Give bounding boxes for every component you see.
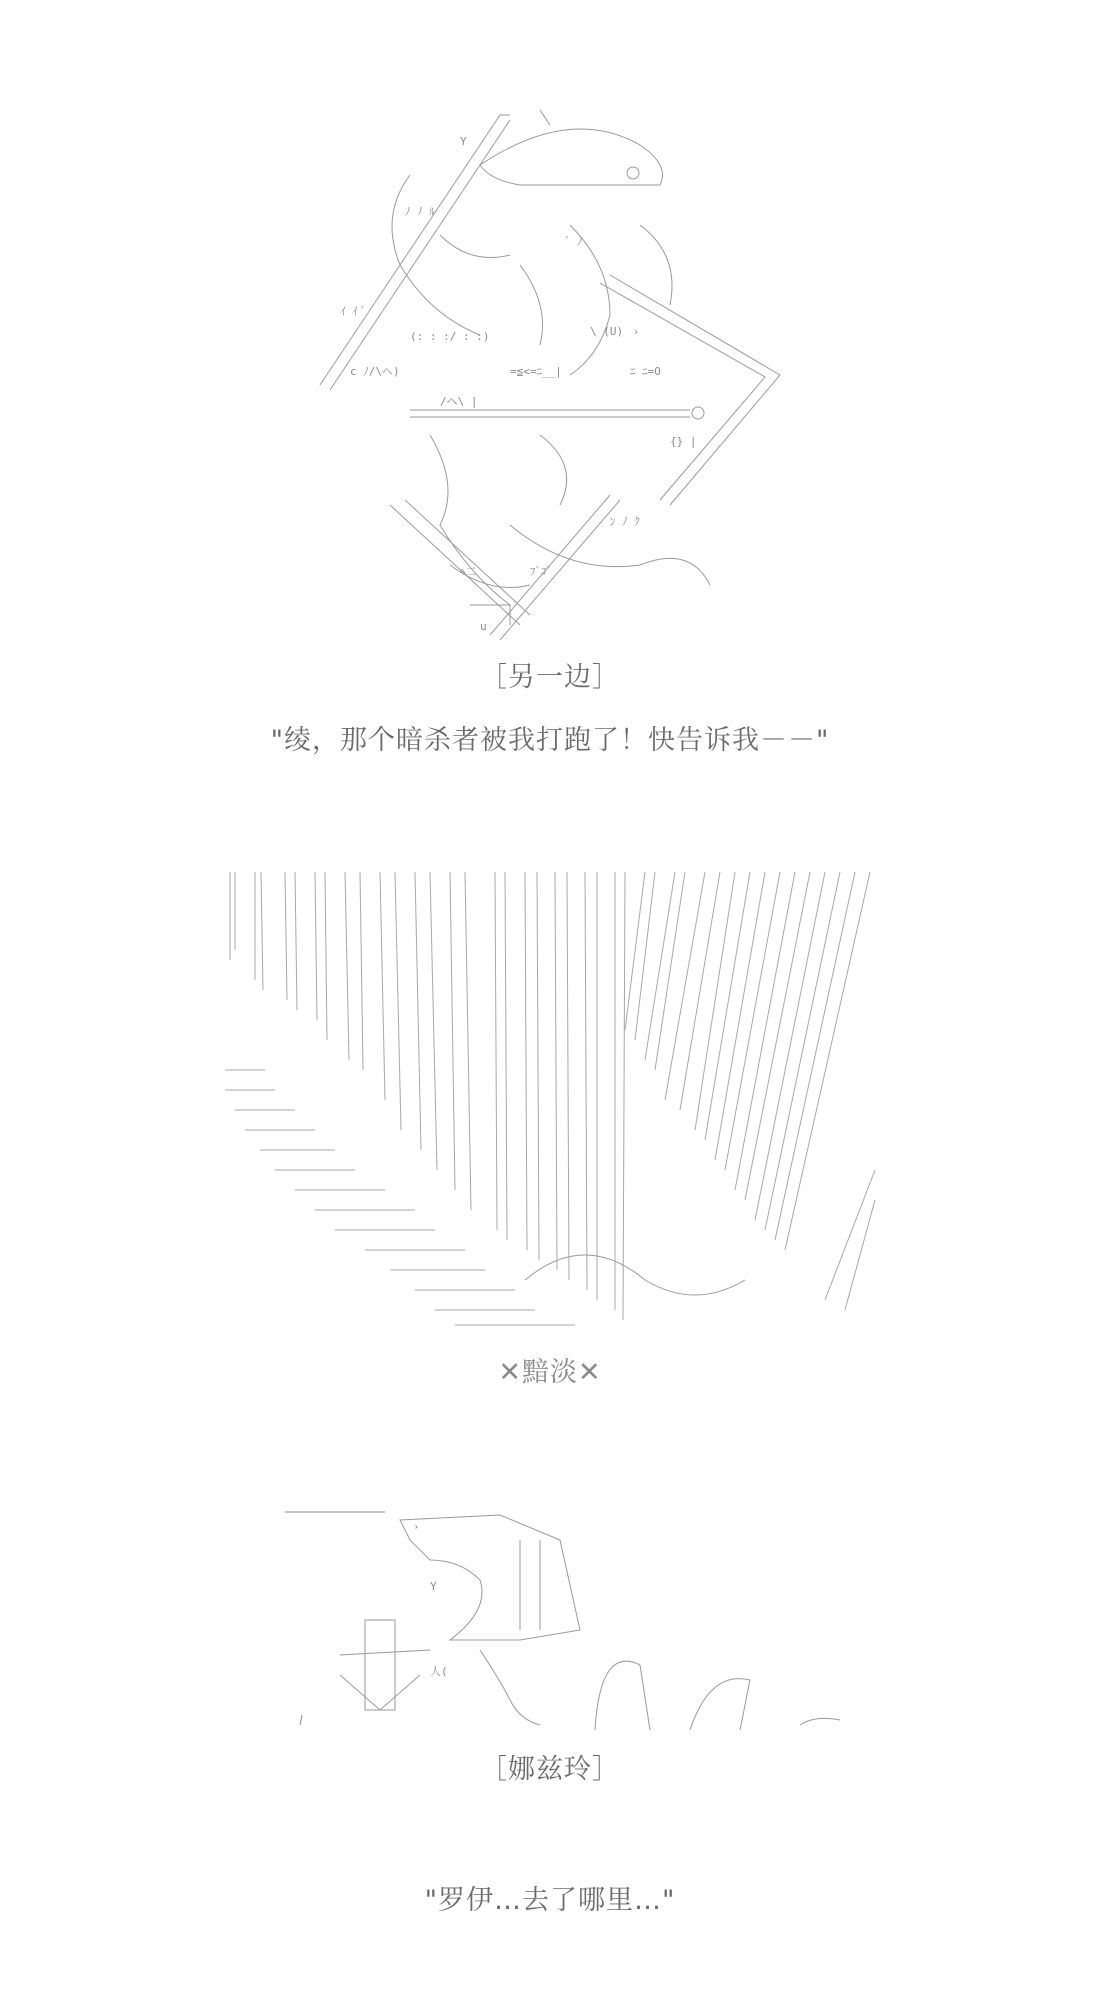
svg-text:ﾆ ﾆ=O: ﾆ ﾆ=O (630, 365, 661, 378)
svg-text:ﾍ二: ﾍ二 (460, 565, 477, 578)
svg-text:{} |: {} | (670, 435, 697, 448)
svg-text:Y: Y (430, 1580, 437, 1593)
ascii-art-gloomy-lines-icon (225, 870, 880, 1330)
svg-text:ﾌﾞｺﾞ: ﾌﾞｺﾞ (530, 565, 552, 578)
svg-text:人(: 人( (430, 1665, 448, 1678)
svg-text:\ (U) ゝ: \ (U) ゝ (590, 325, 641, 338)
mood-label: ✕黯淡✕ (498, 1357, 602, 1388)
svg-text:ゝ: ゝ (410, 1520, 421, 1533)
svg-text:ﾞ ﾉ: ﾞ ﾉ (565, 235, 583, 248)
svg-text:/ヘ\ |: /ヘ\ | (440, 395, 478, 408)
speaker-label: ［娜兹玲］ (480, 1754, 620, 1785)
svg-text:Y: Y (460, 135, 467, 148)
ascii-art-gloomy-lines (225, 870, 880, 1330)
svg-text:c ﾉ/\へ): c ﾉ/\へ) (350, 365, 400, 378)
dialogue-line: "绫，那个暗杀者被我打跑了！快告诉我－－" (270, 725, 830, 756)
speaker-label: ［另一边］ (480, 662, 620, 693)
svg-text:=≦<=ﾆ__|: =≦<=ﾆ__| (510, 365, 562, 378)
ascii-art-ayanami-icon (310, 105, 790, 645)
ascii-art-nazuling-icon (280, 1500, 840, 1730)
ascii-art-nazuling (280, 1500, 840, 1730)
svg-text:u: u (480, 620, 487, 633)
svg-text:ﾉ ﾉ ﾙ: ﾉ ﾉ ﾙ (405, 205, 435, 218)
svg-text:ｲ ｲ ﾟ: ｲ ｲ ﾟ (340, 305, 366, 318)
svg-text:ﾝ ﾉ ｸ: ﾝ ﾉ ｸ (610, 515, 640, 528)
ascii-art-ayanami (310, 105, 790, 645)
dialogue-line: "罗伊…去了哪里…" (424, 1885, 676, 1916)
svg-text:(: : :/ : :): (: : :/ : :) (410, 330, 490, 343)
